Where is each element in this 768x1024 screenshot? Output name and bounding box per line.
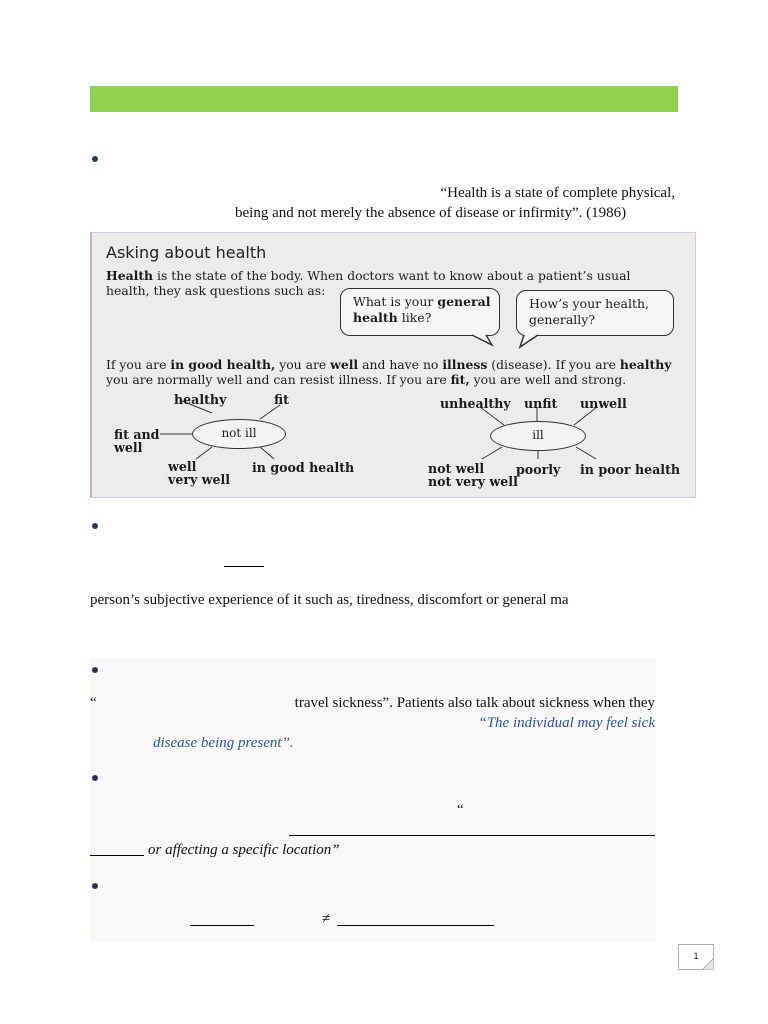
sickness-line-1: travel sickness”. Patients also talk about sickness when they	[294, 695, 655, 711]
word-well: well	[168, 459, 197, 474]
blank-underline	[224, 566, 264, 567]
illness-description-line: person’s subjective experience of it such as, tiredness, discomfort or general ma	[90, 592, 569, 608]
figure-paragraph-line-2: you are normally well and can resist illness. If you are fit, you are well and strong.	[106, 372, 627, 387]
bullet-point	[92, 667, 98, 673]
definition-open-quote: “	[457, 802, 464, 818]
word-healthy: healthy	[174, 392, 227, 407]
page-curl-icon	[702, 958, 714, 970]
who-quote-line-1: “Health is a state of complete physical,	[440, 185, 675, 201]
word-fit: fit	[274, 392, 289, 407]
word-in-poor-health: in poor health	[580, 462, 681, 477]
blank-underline	[337, 925, 494, 926]
blank-underline	[190, 925, 254, 926]
speech-bubble-hows-your-health: How’s your health, generally?	[516, 290, 674, 336]
asking-about-health-figure	[90, 232, 696, 498]
not-ill-ellipse: not ill	[192, 419, 286, 449]
page-number: 1	[678, 944, 714, 970]
figure-title: Asking about health	[106, 243, 267, 262]
word-in-good-health: in good health	[252, 460, 355, 475]
figure-intro-line-2: health, they ask questions such as:	[106, 283, 326, 298]
who-quote-line-2: being and not merely the absence of disease or infirmity”. (1986)	[235, 205, 627, 221]
definition-italic-quote: or affecting a specific location”	[148, 842, 340, 858]
intro-text: is the state of the body. When doctors want to know about a patient’s usual	[153, 268, 631, 283]
term-health: Health	[106, 268, 154, 283]
word-poorly: poorly	[516, 462, 561, 477]
word-unwell: unwell	[580, 396, 627, 411]
ill-ellipse: ill	[490, 421, 586, 451]
heading-bar	[90, 86, 678, 112]
word-unfit: unfit	[524, 396, 558, 411]
bullet-point	[92, 523, 98, 529]
sickness-italic-quote-end: disease being present”.	[153, 735, 294, 751]
word-not-well: not well	[428, 461, 485, 476]
blank-underline-short	[90, 855, 144, 856]
sickness-italic-quote: “The individual may feel sick	[478, 715, 655, 731]
blank-underline-long	[289, 835, 655, 836]
word-fit-and: fit and	[114, 427, 160, 442]
word-unhealthy: unhealthy	[440, 396, 511, 411]
bullet-point	[92, 156, 98, 162]
word-not-very-well: not very well	[428, 474, 518, 489]
bullet-point	[92, 883, 98, 889]
word-very-well: very well	[168, 472, 231, 487]
word-well: well	[114, 440, 143, 455]
sickness-open-quote: “	[90, 695, 97, 711]
speech-bubble-general-health: What is your general health like?	[340, 288, 500, 336]
bullet-point	[92, 775, 98, 781]
not-equal-sign: ≠	[322, 911, 331, 927]
figure-paragraph-line-1: If you are in good health, you are well and have no illness (disease). If you are healthy	[106, 357, 672, 372]
